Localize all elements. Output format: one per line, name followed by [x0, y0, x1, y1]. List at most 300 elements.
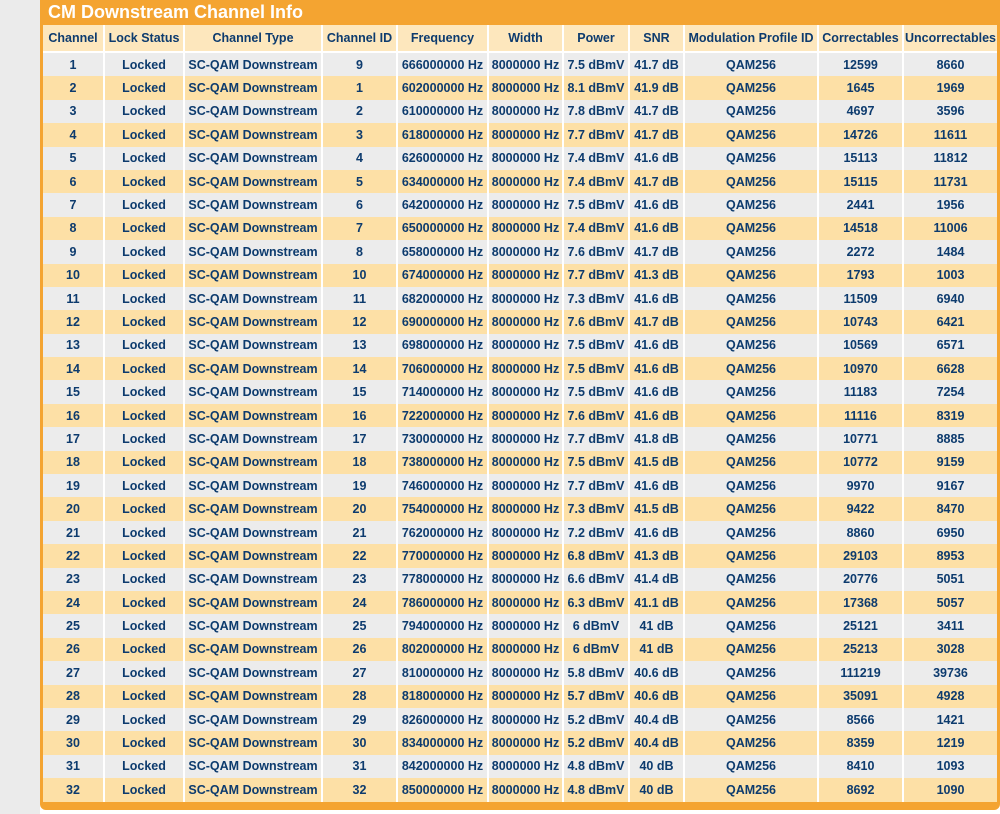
table-row [43, 568, 997, 591]
cell-frequency: 690000000 Hz [397, 310, 488, 333]
cell-modulation-profile: QAM256 [684, 264, 818, 287]
cell-modulation-profile: QAM256 [684, 357, 818, 380]
cell-channel-id: 10 [322, 264, 397, 287]
cell-modulation-profile: QAM256 [684, 404, 818, 427]
cell-frequency: 778000000 Hz [397, 568, 488, 591]
cell-lock-status: Locked [104, 591, 184, 614]
cell-channel: 21 [43, 521, 104, 544]
cell-channel: 28 [43, 685, 104, 708]
cell-power: 6.8 dBmV [563, 544, 629, 567]
cell-channel-type: SC-QAM Downstream [184, 544, 322, 567]
cell-channel-id: 11 [322, 287, 397, 310]
cell-correctables: 111219 [818, 661, 903, 684]
panel-title: CM Downstream Channel Info [48, 2, 304, 22]
cell-frequency: 786000000 Hz [397, 591, 488, 614]
cell-width: 8000000 Hz [488, 755, 563, 778]
cell-frequency: 602000000 Hz [397, 76, 488, 99]
cell-frequency: 634000000 Hz [397, 170, 488, 193]
table-row [43, 427, 997, 450]
cell-channel-id: 5 [322, 170, 397, 193]
cell-snr: 41.7 dB [629, 310, 684, 333]
cell-frequency: 770000000 Hz [397, 544, 488, 567]
cell-snr: 41.6 dB [629, 334, 684, 357]
table-row [43, 264, 997, 287]
cell-power: 8.1 dBmV [563, 76, 629, 99]
cell-power: 7.5 dBmV [563, 52, 629, 76]
cell-channel: 14 [43, 357, 104, 380]
cell-snr: 41.7 dB [629, 240, 684, 263]
cell-width: 8000000 Hz [488, 685, 563, 708]
cell-lock-status: Locked [104, 217, 184, 240]
cell-channel: 4 [43, 123, 104, 146]
cell-correctables: 17368 [818, 591, 903, 614]
cell-power: 5.2 dBmV [563, 731, 629, 754]
cell-channel-type: SC-QAM Downstream [184, 170, 322, 193]
cell-correctables: 8860 [818, 521, 903, 544]
cell-uncorrectables: 1484 [903, 240, 997, 263]
cell-width: 8000000 Hz [488, 147, 563, 170]
cell-channel: 22 [43, 544, 104, 567]
header-width: Width [488, 25, 563, 52]
cell-lock-status: Locked [104, 100, 184, 123]
cell-modulation-profile: QAM256 [684, 451, 818, 474]
cell-power: 7.4 dBmV [563, 170, 629, 193]
cell-width: 8000000 Hz [488, 193, 563, 216]
cell-snr: 41.5 dB [629, 497, 684, 520]
cell-channel-type: SC-QAM Downstream [184, 240, 322, 263]
cell-correctables: 10743 [818, 310, 903, 333]
cell-snr: 41.7 dB [629, 100, 684, 123]
cell-uncorrectables: 9167 [903, 474, 997, 497]
cell-frequency: 618000000 Hz [397, 123, 488, 146]
cell-channel-type: SC-QAM Downstream [184, 287, 322, 310]
cell-uncorrectables: 8319 [903, 404, 997, 427]
cell-snr: 41.6 dB [629, 521, 684, 544]
cell-modulation-profile: QAM256 [684, 240, 818, 263]
cell-channel-type: SC-QAM Downstream [184, 310, 322, 333]
cell-correctables: 35091 [818, 685, 903, 708]
cell-power: 7.5 dBmV [563, 193, 629, 216]
table-row [43, 380, 997, 403]
cell-correctables: 8566 [818, 708, 903, 731]
cell-frequency: 826000000 Hz [397, 708, 488, 731]
cell-channel: 29 [43, 708, 104, 731]
cell-frequency: 666000000 Hz [397, 52, 488, 76]
cell-uncorrectables: 3411 [903, 614, 997, 637]
cell-frequency: 626000000 Hz [397, 147, 488, 170]
cell-channel-type: SC-QAM Downstream [184, 755, 322, 778]
table-row [43, 147, 997, 170]
cell-correctables: 9422 [818, 497, 903, 520]
cell-modulation-profile: QAM256 [684, 217, 818, 240]
cell-power: 7.8 dBmV [563, 100, 629, 123]
cell-channel-type: SC-QAM Downstream [184, 451, 322, 474]
cell-channel-id: 24 [322, 591, 397, 614]
cell-channel-id: 27 [322, 661, 397, 684]
table-row [43, 731, 997, 754]
cell-width: 8000000 Hz [488, 240, 563, 263]
cell-uncorrectables: 3028 [903, 638, 997, 661]
table-row [43, 474, 997, 497]
cell-channel-type: SC-QAM Downstream [184, 427, 322, 450]
cell-frequency: 674000000 Hz [397, 264, 488, 287]
header-uncorrectables: Uncorrectables [903, 25, 997, 52]
cell-power: 7.7 dBmV [563, 123, 629, 146]
cell-width: 8000000 Hz [488, 310, 563, 333]
cell-uncorrectables: 1090 [903, 778, 997, 801]
cell-channel-type: SC-QAM Downstream [184, 100, 322, 123]
cell-frequency: 794000000 Hz [397, 614, 488, 637]
cell-width: 8000000 Hz [488, 123, 563, 146]
cell-correctables: 20776 [818, 568, 903, 591]
cell-lock-status: Locked [104, 193, 184, 216]
cell-lock-status: Locked [104, 287, 184, 310]
cell-power: 7.2 dBmV [563, 521, 629, 544]
cell-power: 7.4 dBmV [563, 147, 629, 170]
cell-width: 8000000 Hz [488, 497, 563, 520]
cell-channel: 3 [43, 100, 104, 123]
cell-width: 8000000 Hz [488, 380, 563, 403]
table-row [43, 310, 997, 333]
cell-channel: 8 [43, 217, 104, 240]
cell-snr: 41.7 dB [629, 52, 684, 76]
table-row [43, 614, 997, 637]
cell-lock-status: Locked [104, 334, 184, 357]
table-row [43, 638, 997, 661]
cell-width: 8000000 Hz [488, 591, 563, 614]
cell-correctables: 11116 [818, 404, 903, 427]
cell-channel-type: SC-QAM Downstream [184, 217, 322, 240]
cell-correctables: 10569 [818, 334, 903, 357]
cell-width: 8000000 Hz [488, 474, 563, 497]
cell-lock-status: Locked [104, 685, 184, 708]
header-snr: SNR [629, 25, 684, 52]
cell-modulation-profile: QAM256 [684, 778, 818, 801]
cell-power: 6.6 dBmV [563, 568, 629, 591]
cell-channel: 1 [43, 52, 104, 76]
cell-correctables: 11509 [818, 287, 903, 310]
cell-modulation-profile: QAM256 [684, 123, 818, 146]
cell-correctables: 29103 [818, 544, 903, 567]
cell-lock-status: Locked [104, 778, 184, 801]
cell-channel: 15 [43, 380, 104, 403]
cell-lock-status: Locked [104, 147, 184, 170]
cell-snr: 41.9 dB [629, 76, 684, 99]
cell-snr: 40.4 dB [629, 731, 684, 754]
cell-channel-type: SC-QAM Downstream [184, 778, 322, 801]
cell-modulation-profile: QAM256 [684, 685, 818, 708]
cell-power: 7.5 dBmV [563, 380, 629, 403]
cell-uncorrectables: 8953 [903, 544, 997, 567]
cell-channel-id: 17 [322, 427, 397, 450]
cell-uncorrectables: 1093 [903, 755, 997, 778]
cell-power: 7.6 dBmV [563, 240, 629, 263]
cell-channel: 27 [43, 661, 104, 684]
cell-uncorrectables: 6940 [903, 287, 997, 310]
cell-channel-type: SC-QAM Downstream [184, 357, 322, 380]
cell-power: 7.3 dBmV [563, 287, 629, 310]
cell-channel-type: SC-QAM Downstream [184, 334, 322, 357]
cell-power: 7.5 dBmV [563, 357, 629, 380]
cell-uncorrectables: 1969 [903, 76, 997, 99]
cell-lock-status: Locked [104, 123, 184, 146]
cell-uncorrectables: 4928 [903, 685, 997, 708]
cell-uncorrectables: 6421 [903, 310, 997, 333]
cell-channel: 30 [43, 731, 104, 754]
cell-lock-status: Locked [104, 661, 184, 684]
cell-width: 8000000 Hz [488, 638, 563, 661]
cell-modulation-profile: QAM256 [684, 193, 818, 216]
cell-width: 8000000 Hz [488, 568, 563, 591]
header-correctables: Correctables [818, 25, 903, 52]
cell-lock-status: Locked [104, 638, 184, 661]
cell-uncorrectables: 6571 [903, 334, 997, 357]
cell-channel-type: SC-QAM Downstream [184, 731, 322, 754]
table-row [43, 123, 997, 146]
cell-correctables: 10772 [818, 451, 903, 474]
cell-frequency: 682000000 Hz [397, 287, 488, 310]
cell-width: 8000000 Hz [488, 76, 563, 99]
cell-modulation-profile: QAM256 [684, 568, 818, 591]
cell-lock-status: Locked [104, 568, 184, 591]
downstream-channel-panel [40, 0, 1000, 810]
cell-uncorrectables: 1421 [903, 708, 997, 731]
cell-power: 6.3 dBmV [563, 591, 629, 614]
cell-channel-type: SC-QAM Downstream [184, 193, 322, 216]
cell-snr: 40.6 dB [629, 685, 684, 708]
cell-channel: 7 [43, 193, 104, 216]
cell-width: 8000000 Hz [488, 427, 563, 450]
cell-modulation-profile: QAM256 [684, 708, 818, 731]
cell-channel: 5 [43, 147, 104, 170]
cell-width: 8000000 Hz [488, 287, 563, 310]
cell-correctables: 15113 [818, 147, 903, 170]
cell-snr: 40 dB [629, 778, 684, 801]
cell-uncorrectables: 1003 [903, 264, 997, 287]
cell-channel-type: SC-QAM Downstream [184, 521, 322, 544]
cell-snr: 41.6 dB [629, 217, 684, 240]
cell-power: 7.6 dBmV [563, 310, 629, 333]
cell-channel: 6 [43, 170, 104, 193]
cell-channel-id: 21 [322, 521, 397, 544]
cell-channel-id: 18 [322, 451, 397, 474]
cell-snr: 41.3 dB [629, 264, 684, 287]
table-row [43, 76, 997, 99]
cell-lock-status: Locked [104, 544, 184, 567]
cell-uncorrectables: 1219 [903, 731, 997, 754]
cell-width: 8000000 Hz [488, 264, 563, 287]
cell-correctables: 14726 [818, 123, 903, 146]
table-row [43, 52, 997, 76]
cell-correctables: 2272 [818, 240, 903, 263]
cell-uncorrectables: 8885 [903, 427, 997, 450]
cell-channel-type: SC-QAM Downstream [184, 380, 322, 403]
cell-modulation-profile: QAM256 [684, 544, 818, 567]
cell-snr: 41.6 dB [629, 193, 684, 216]
cell-snr: 41.4 dB [629, 568, 684, 591]
cell-width: 8000000 Hz [488, 544, 563, 567]
cell-width: 8000000 Hz [488, 100, 563, 123]
cell-channel-type: SC-QAM Downstream [184, 685, 322, 708]
cell-power: 5.8 dBmV [563, 661, 629, 684]
cell-channel: 17 [43, 427, 104, 450]
cell-channel-type: SC-QAM Downstream [184, 147, 322, 170]
cell-power: 7.7 dBmV [563, 427, 629, 450]
cell-modulation-profile: QAM256 [684, 661, 818, 684]
table-row [43, 357, 997, 380]
cell-snr: 41 dB [629, 614, 684, 637]
cell-lock-status: Locked [104, 451, 184, 474]
cell-channel-id: 8 [322, 240, 397, 263]
cell-frequency: 738000000 Hz [397, 451, 488, 474]
cell-channel-type: SC-QAM Downstream [184, 497, 322, 520]
cell-power: 5.2 dBmV [563, 708, 629, 731]
cell-channel-type: SC-QAM Downstream [184, 264, 322, 287]
cell-channel-id: 30 [322, 731, 397, 754]
cell-channel-type: SC-QAM Downstream [184, 708, 322, 731]
downstream-channel-table [43, 25, 997, 802]
cell-power: 4.8 dBmV [563, 755, 629, 778]
cell-uncorrectables: 39736 [903, 661, 997, 684]
cell-frequency: 762000000 Hz [397, 521, 488, 544]
cell-width: 8000000 Hz [488, 661, 563, 684]
cell-power: 6 dBmV [563, 638, 629, 661]
cell-power: 6 dBmV [563, 614, 629, 637]
cell-snr: 41.3 dB [629, 544, 684, 567]
cell-correctables: 2441 [818, 193, 903, 216]
cell-channel-id: 3 [322, 123, 397, 146]
cell-channel-type: SC-QAM Downstream [184, 474, 322, 497]
cell-channel-type: SC-QAM Downstream [184, 123, 322, 146]
cell-uncorrectables: 8660 [903, 52, 997, 76]
table-row [43, 240, 997, 263]
cell-uncorrectables: 1956 [903, 193, 997, 216]
cell-snr: 41.7 dB [629, 123, 684, 146]
cell-uncorrectables: 9159 [903, 451, 997, 474]
cell-frequency: 658000000 Hz [397, 240, 488, 263]
cell-correctables: 10970 [818, 357, 903, 380]
cell-uncorrectables: 5057 [903, 591, 997, 614]
cell-lock-status: Locked [104, 708, 184, 731]
cell-width: 8000000 Hz [488, 404, 563, 427]
cell-lock-status: Locked [104, 52, 184, 76]
cell-channel: 18 [43, 451, 104, 474]
cell-modulation-profile: QAM256 [684, 731, 818, 754]
header-channel: Channel [43, 25, 104, 52]
table-row [43, 451, 997, 474]
cell-frequency: 698000000 Hz [397, 334, 488, 357]
cell-frequency: 842000000 Hz [397, 755, 488, 778]
table-row [43, 521, 997, 544]
cell-channel: 19 [43, 474, 104, 497]
cell-uncorrectables: 6950 [903, 521, 997, 544]
cell-width: 8000000 Hz [488, 521, 563, 544]
cell-modulation-profile: QAM256 [684, 614, 818, 637]
table-row [43, 544, 997, 567]
cell-frequency: 802000000 Hz [397, 638, 488, 661]
cell-width: 8000000 Hz [488, 778, 563, 801]
cell-lock-status: Locked [104, 76, 184, 99]
header-frequency: Frequency [397, 25, 488, 52]
table-row [43, 755, 997, 778]
cell-frequency: 642000000 Hz [397, 193, 488, 216]
cell-snr: 41.6 dB [629, 380, 684, 403]
cell-frequency: 834000000 Hz [397, 731, 488, 754]
cell-snr: 41.5 dB [629, 451, 684, 474]
cell-lock-status: Locked [104, 310, 184, 333]
cell-channel: 13 [43, 334, 104, 357]
cell-power: 7.5 dBmV [563, 334, 629, 357]
cell-channel-id: 22 [322, 544, 397, 567]
cell-power: 7.7 dBmV [563, 474, 629, 497]
cell-width: 8000000 Hz [488, 451, 563, 474]
cell-channel-type: SC-QAM Downstream [184, 638, 322, 661]
header-modulation-profile-id: Modulation Profile ID [684, 25, 818, 52]
cell-channel-id: 7 [322, 217, 397, 240]
cell-width: 8000000 Hz [488, 357, 563, 380]
cell-correctables: 10771 [818, 427, 903, 450]
cell-uncorrectables: 7254 [903, 380, 997, 403]
cell-channel-id: 15 [322, 380, 397, 403]
cell-width: 8000000 Hz [488, 614, 563, 637]
left-navigation-rail [0, 0, 40, 814]
cell-correctables: 14518 [818, 217, 903, 240]
cell-lock-status: Locked [104, 264, 184, 287]
table-row [43, 217, 997, 240]
cell-uncorrectables: 11006 [903, 217, 997, 240]
cell-uncorrectables: 11731 [903, 170, 997, 193]
cell-snr: 40.4 dB [629, 708, 684, 731]
table-row [43, 287, 997, 310]
cell-lock-status: Locked [104, 170, 184, 193]
cell-snr: 41.8 dB [629, 427, 684, 450]
cell-channel: 26 [43, 638, 104, 661]
cell-snr: 41.6 dB [629, 474, 684, 497]
cell-width: 8000000 Hz [488, 170, 563, 193]
cell-channel-type: SC-QAM Downstream [184, 591, 322, 614]
cell-frequency: 810000000 Hz [397, 661, 488, 684]
cell-channel-id: 28 [322, 685, 397, 708]
cell-frequency: 610000000 Hz [397, 100, 488, 123]
header-channel-type: Channel Type [184, 25, 322, 52]
table-row [43, 404, 997, 427]
cell-channel: 11 [43, 287, 104, 310]
cell-frequency: 730000000 Hz [397, 427, 488, 450]
cell-channel-type: SC-QAM Downstream [184, 614, 322, 637]
cell-channel: 9 [43, 240, 104, 263]
cell-modulation-profile: QAM256 [684, 591, 818, 614]
cell-snr: 41.7 dB [629, 170, 684, 193]
cell-channel-id: 13 [322, 334, 397, 357]
cell-lock-status: Locked [104, 497, 184, 520]
cell-channel: 10 [43, 264, 104, 287]
cell-power: 7.4 dBmV [563, 217, 629, 240]
cell-power: 7.7 dBmV [563, 264, 629, 287]
table-row [43, 334, 997, 357]
cell-channel-type: SC-QAM Downstream [184, 568, 322, 591]
cell-channel-id: 20 [322, 497, 397, 520]
cell-correctables: 15115 [818, 170, 903, 193]
table-row [43, 685, 997, 708]
cell-frequency: 754000000 Hz [397, 497, 488, 520]
cell-channel-id: 19 [322, 474, 397, 497]
cell-channel-id: 14 [322, 357, 397, 380]
cell-modulation-profile: QAM256 [684, 310, 818, 333]
cell-frequency: 746000000 Hz [397, 474, 488, 497]
cell-channel: 12 [43, 310, 104, 333]
cell-lock-status: Locked [104, 380, 184, 403]
cell-width: 8000000 Hz [488, 334, 563, 357]
